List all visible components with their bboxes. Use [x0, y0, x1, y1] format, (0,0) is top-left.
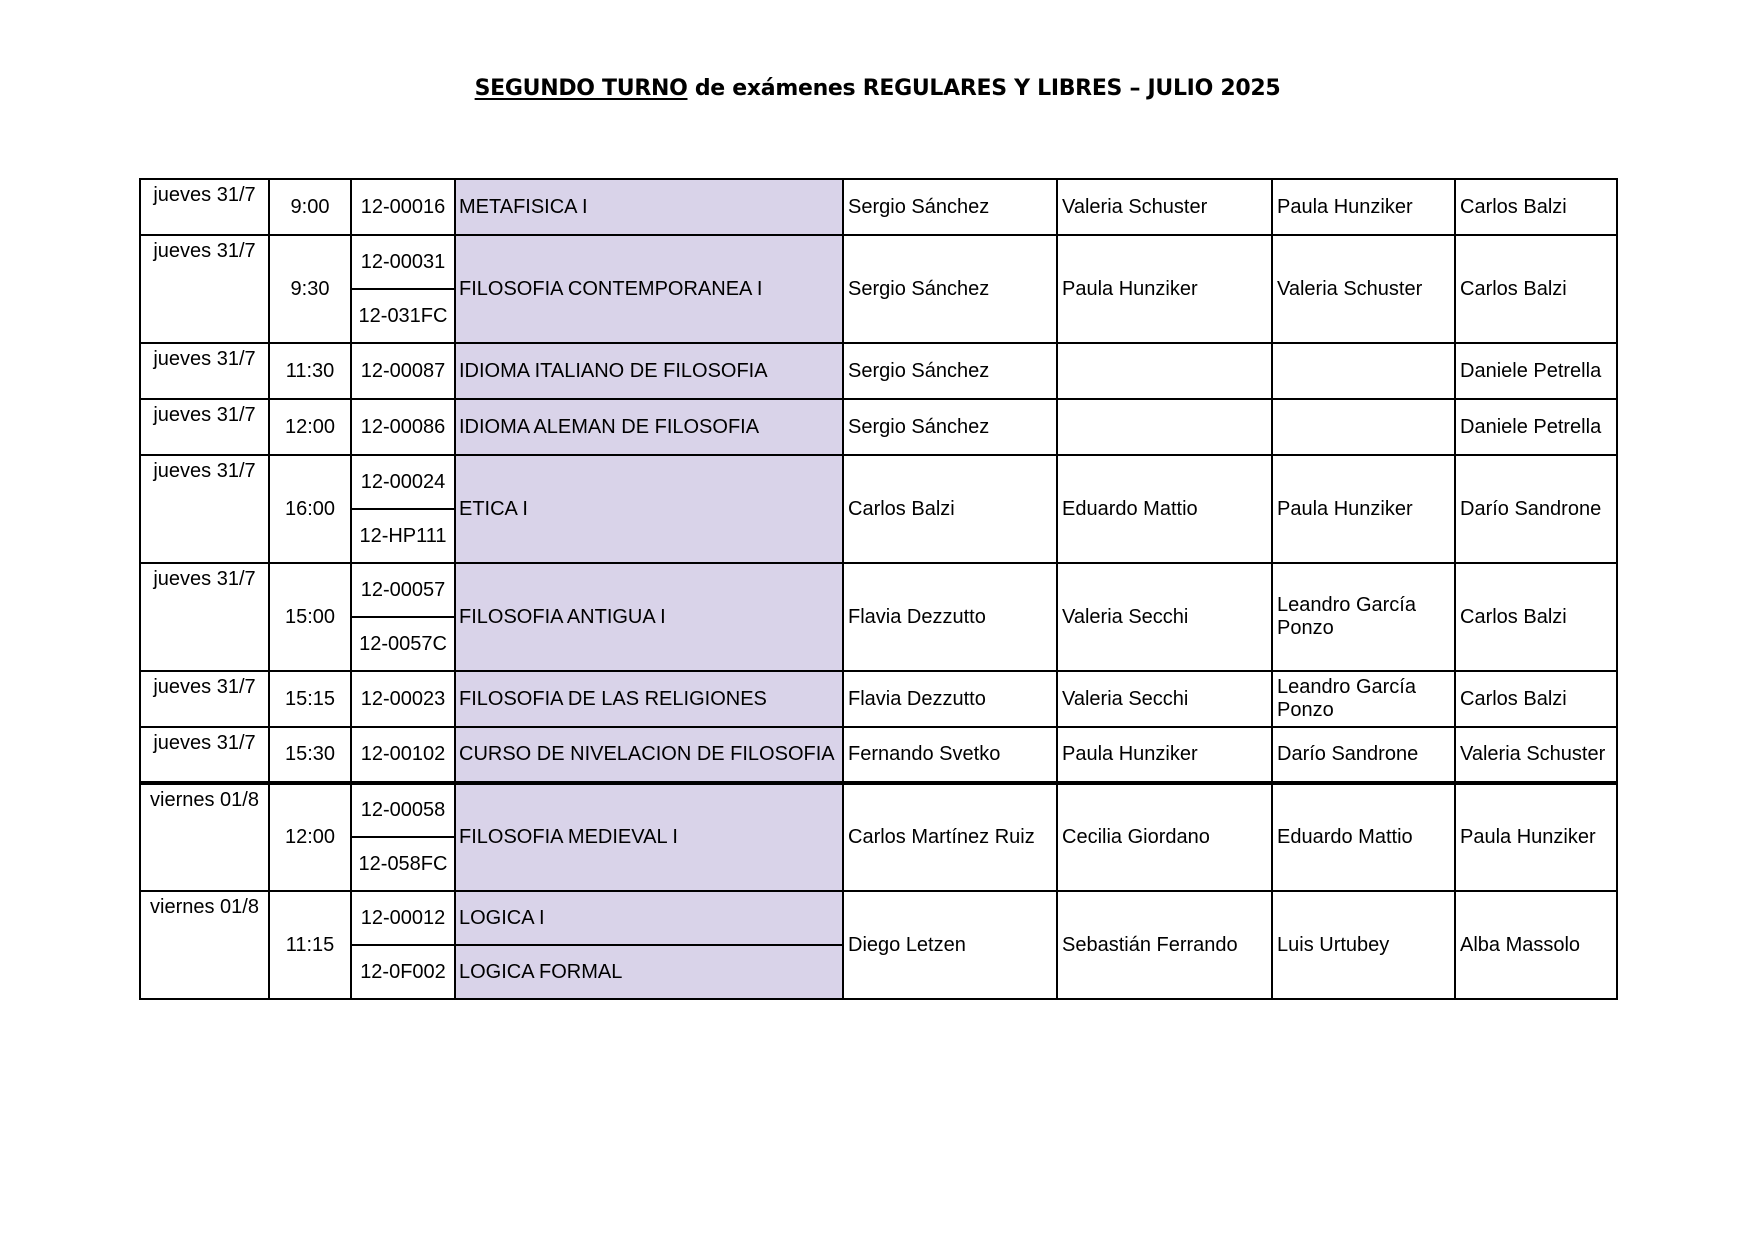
examiner-cell: Paula Hunziker	[1272, 455, 1455, 563]
examiner-cell: Carlos Martínez Ruiz	[843, 783, 1057, 891]
table-row	[140, 563, 1617, 617]
exam-day-cell: jueves 31/7	[140, 727, 269, 783]
examiner-cell: Flavia Dezzutto	[843, 671, 1057, 727]
examiner-cell: Luis Urtubey	[1272, 891, 1455, 999]
exam-code-cell: 12-00016	[351, 179, 455, 235]
exam-day-cell: jueves 31/7	[140, 179, 269, 235]
exam-code-cell: 12-00087	[351, 343, 455, 399]
exam-time-cell: 9:00	[269, 179, 351, 235]
exam-subject-cell: FILOSOFIA CONTEMPORANEA I	[455, 235, 843, 343]
exam-time-cell: 16:00	[269, 455, 351, 563]
exam-code-cell: 12-0057C	[351, 617, 455, 671]
exam-time-cell: 11:15	[269, 891, 351, 999]
exam-code-cell: 12-00057	[351, 563, 455, 617]
exam-subject-cell: ETICA I	[455, 455, 843, 563]
table-row	[140, 399, 1617, 455]
examiner-cell: Paula Hunziker	[1455, 783, 1617, 891]
examiner-cell: Diego Letzen	[843, 891, 1057, 999]
exam-schedule-body	[140, 179, 1617, 999]
exam-code-cell: 12-0F002	[351, 945, 455, 999]
exam-day-cell: viernes 01/8	[140, 783, 269, 891]
exam-code-cell: 12-00086	[351, 399, 455, 455]
table-row	[140, 783, 1617, 837]
examiner-cell: Valeria Secchi	[1057, 563, 1272, 671]
examiner-cell: Flavia Dezzutto	[843, 563, 1057, 671]
exam-day-cell: jueves 31/7	[140, 671, 269, 727]
examiner-cell	[1057, 399, 1272, 455]
examiner-cell	[1272, 343, 1455, 399]
exam-day-cell: jueves 31/7	[140, 399, 269, 455]
examiner-cell: Carlos Balzi	[1455, 235, 1617, 343]
examiner-cell	[1057, 343, 1272, 399]
table-row	[140, 891, 1617, 945]
page-title	[0, 76, 1755, 101]
examiner-cell: Leandro García Ponzo	[1272, 563, 1455, 671]
examiner-cell: Sebastián Ferrando	[1057, 891, 1272, 999]
examiner-cell: Paula Hunziker	[1057, 727, 1272, 783]
table-row	[140, 179, 1617, 235]
exam-schedule-table	[139, 178, 1618, 1000]
exam-time-cell: 15:30	[269, 727, 351, 783]
examiner-cell: Carlos Balzi	[1455, 179, 1617, 235]
exam-day-cell: jueves 31/7	[140, 235, 269, 343]
exam-code-cell: 12-031FC	[351, 289, 455, 343]
exam-subject-cell: IDIOMA ITALIANO DE FILOSOFIA	[455, 343, 843, 399]
exam-time-cell: 12:00	[269, 783, 351, 891]
examiner-cell: Daniele Petrella	[1455, 343, 1617, 399]
table-row	[140, 727, 1617, 783]
exam-time-cell: 9:30	[269, 235, 351, 343]
examiner-cell: Sergio Sánchez	[843, 179, 1057, 235]
examiner-cell: Leandro García Ponzo	[1272, 671, 1455, 727]
examiner-cell: Fernando Svetko	[843, 727, 1057, 783]
exam-code-cell: 12-058FC	[351, 837, 455, 891]
exam-time-cell: 15:00	[269, 563, 351, 671]
examiner-cell: Daniele Petrella	[1455, 399, 1617, 455]
examiner-cell: Valeria Schuster	[1455, 727, 1617, 783]
exam-day-cell: jueves 31/7	[140, 343, 269, 399]
examiner-cell: Carlos Balzi	[843, 455, 1057, 563]
exam-subject-cell: IDIOMA ALEMAN DE FILOSOFIA	[455, 399, 843, 455]
table-row	[140, 671, 1617, 727]
exam-subject-cell: FILOSOFIA MEDIEVAL I	[455, 783, 843, 891]
examiner-cell: Sergio Sánchez	[843, 235, 1057, 343]
examiner-cell: Carlos Balzi	[1455, 671, 1617, 727]
exam-code-cell: 12-00024	[351, 455, 455, 509]
examiner-cell: Paula Hunziker	[1272, 179, 1455, 235]
exam-time-cell: 12:00	[269, 399, 351, 455]
table-row	[140, 455, 1617, 509]
exam-code-cell: 12-00058	[351, 783, 455, 837]
examiner-cell: Paula Hunziker	[1057, 235, 1272, 343]
exam-subject-cell: FILOSOFIA ANTIGUA I	[455, 563, 843, 671]
exam-subject-cell: METAFISICA I	[455, 179, 843, 235]
exam-subject-cell: LOGICA FORMAL	[455, 945, 843, 999]
examiner-cell: Valeria Secchi	[1057, 671, 1272, 727]
exam-day-cell: jueves 31/7	[140, 563, 269, 671]
examiner-cell: Sergio Sánchez	[843, 343, 1057, 399]
examiner-cell: Darío Sandrone	[1455, 455, 1617, 563]
examiner-cell: Eduardo Mattio	[1272, 783, 1455, 891]
exam-subject-cell: FILOSOFIA DE LAS RELIGIONES	[455, 671, 843, 727]
examiner-cell: Darío Sandrone	[1272, 727, 1455, 783]
examiner-cell: Alba Massolo	[1455, 891, 1617, 999]
exam-day-cell: jueves 31/7	[140, 455, 269, 563]
exam-time-cell: 11:30	[269, 343, 351, 399]
examiner-cell: Valeria Schuster	[1272, 235, 1455, 343]
exam-code-cell: 12-00012	[351, 891, 455, 945]
examiner-cell: Carlos Balzi	[1455, 563, 1617, 671]
examiner-cell: Eduardo Mattio	[1057, 455, 1272, 563]
exam-code-cell: 12-00023	[351, 671, 455, 727]
examiner-cell: Sergio Sánchez	[843, 399, 1057, 455]
examiner-cell: Valeria Schuster	[1057, 179, 1272, 235]
exam-code-cell: 12-00102	[351, 727, 455, 783]
exam-code-cell: 12-00031	[351, 235, 455, 289]
exam-time-cell: 15:15	[269, 671, 351, 727]
exam-subject-cell: LOGICA I	[455, 891, 843, 945]
exam-subject-cell: CURSO DE NIVELACION DE FILOSOFIA	[455, 727, 843, 783]
title-underlined: SEGUNDO TURNO	[474, 76, 688, 101]
exam-code-cell: 12-HP111	[351, 509, 455, 563]
title-rest: de exámenes REGULARES Y LIBRES – JULIO 2025	[687, 76, 1281, 101]
exam-day-cell: viernes 01/8	[140, 891, 269, 999]
table-row	[140, 343, 1617, 399]
table-row	[140, 235, 1617, 289]
examiner-cell	[1272, 399, 1455, 455]
examiner-cell: Cecilia Giordano	[1057, 783, 1272, 891]
